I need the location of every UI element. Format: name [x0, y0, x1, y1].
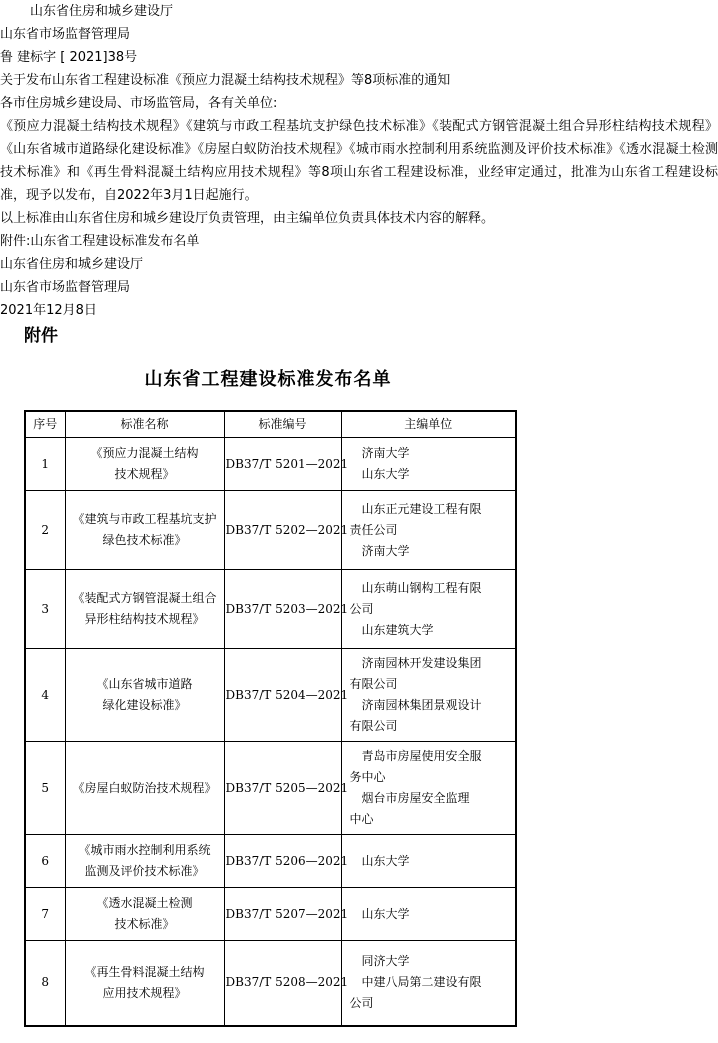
table-row: [25, 835, 516, 888]
issuer-line-2: 山东省市场监督管理局: [0, 27, 131, 42]
standard-name-line: 技术规程》: [114, 467, 175, 481]
standard-code: DB37/T 5207—2021: [224, 888, 341, 941]
standard-name-line: 《山东省城市道路: [96, 677, 193, 691]
standard-name-line: 监测及评价技术标准》: [84, 864, 205, 878]
standard-name-line: 《房屋白蚁防治技术规程》: [72, 780, 217, 795]
organization-name-line: 责任公司: [349, 522, 398, 537]
standard-name-line: 异形柱结构技术规程》: [84, 612, 205, 626]
table-row: [25, 438, 516, 491]
organization-name-line: 公司: [349, 996, 374, 1011]
organization-name-line: 山东大学: [361, 467, 410, 481]
signature-market-bureau: 山东省市场监督管理局: [0, 280, 131, 295]
standard-name-line: 《建筑与市政工程基坑支护: [72, 512, 217, 526]
standard-code: DB37/T 5204—2021: [224, 649, 341, 742]
organization-name-line: 济南大学: [361, 543, 410, 558]
editor-organizations: [341, 649, 516, 742]
editor-organizations: [341, 941, 516, 1026]
standard-name: [65, 941, 224, 1026]
standard-name: [65, 888, 224, 941]
column-header-code: 标准编号: [224, 411, 341, 438]
table-row: [25, 570, 516, 649]
notice-text: [0, 0, 718, 322]
standard-name-line: 绿色技术标准》: [102, 533, 187, 547]
signature-housing-dept: 山东省住房和城乡建设厅: [0, 257, 144, 272]
organization-name-line: 山东建筑大学: [361, 622, 434, 637]
row-number: 7: [25, 888, 65, 941]
row-number: 6: [25, 835, 65, 888]
organization-name-line: 山东大学: [361, 906, 410, 921]
organization-name-line: 有限公司: [349, 719, 398, 733]
table-row: [25, 649, 516, 742]
organization-name-line: 务中心: [349, 770, 386, 784]
editor-organizations: [341, 570, 516, 649]
column-header-no: 序号: [25, 411, 65, 438]
standard-code: DB37/T 5202—2021: [224, 491, 341, 570]
organization-name-line: 济南园林开发建设集团: [361, 656, 482, 670]
organization-name-line: 中建八局第二建设有限: [361, 975, 482, 990]
organization-name-line: 同济大学: [361, 954, 410, 969]
table-row: [25, 888, 516, 941]
notice-subject: 关于发布山东省工程建设标准《预应力混凝土结构技术规程》等8项标准的通知: [0, 73, 451, 88]
standard-name-line: 技术标准》: [114, 917, 175, 931]
standard-code: DB37/T 5206—2021: [224, 835, 341, 888]
table-body: [25, 438, 516, 1026]
management-paragraph: 以上标准由山东省住房和城乡建设厅负责管理，由主编单位负责具体技术内容的解释。: [0, 211, 495, 226]
row-number: 8: [25, 941, 65, 1026]
editor-organizations: [341, 742, 516, 835]
organization-name-line: 有限公司: [349, 677, 398, 691]
column-header-name: 标准名称: [65, 411, 224, 438]
standard-name: [65, 835, 224, 888]
editor-organizations: [341, 888, 516, 941]
attachment-note: 附件:山东省工程建设标准发布名单: [0, 234, 200, 249]
standard-name: [65, 570, 224, 649]
organization-name-line: 山东大学: [361, 853, 410, 868]
attachment-heading: 附件: [24, 326, 58, 346]
standard-code: DB37/T 5205—2021: [224, 742, 341, 835]
standard-name-line: 《预应力混凝土结构: [90, 446, 199, 460]
editor-organizations: [341, 835, 516, 888]
notice-body: 《预应力混凝土结构技术规程》《建筑与市政工程基坑支护绿色技术标准》《装配式方钢管混凝土组合异形柱结构技术规程》《山东省城市道路绿化建设标准》《房屋白蚁防治技术规程》《城市雨水控制利用系统监测及评价技术标准》《透水混凝土检测技术标准》和《再生骨料混凝土结构应用技术规程》等8项山东省工程建设标准，业经审定通过，批准为山东省工程建设标准，现予以发布，自2022年3月1日起施行。: [0, 119, 718, 203]
organization-name-line: 山东萌山钢构工程有限: [361, 580, 482, 595]
standard-name: [65, 649, 224, 742]
standard-name: [65, 491, 224, 570]
standard-name-line: 《透水混凝土检测: [96, 896, 193, 910]
row-number: 4: [25, 649, 65, 742]
editor-organizations: [341, 438, 516, 491]
table-header-row: [25, 411, 516, 438]
standard-name-line: 应用技术规程》: [102, 985, 187, 1000]
table-row: [25, 742, 516, 835]
organization-name-line: 烟台市房屋安全监理: [361, 791, 470, 805]
organization-name-line: 青岛市房屋使用安全服: [361, 749, 482, 763]
organization-name-line: 济南园林集团景观设计: [361, 698, 482, 712]
organization-name-line: 公司: [349, 601, 374, 616]
attachment-title: 山东省工程建设标准发布名单: [144, 369, 392, 390]
document-number: 鲁 建标字 [ 2021]38号: [0, 50, 138, 65]
organization-name-line: 中心: [349, 812, 374, 826]
row-number: 5: [25, 742, 65, 835]
row-number: 3: [25, 570, 65, 649]
standard-name: [65, 742, 224, 835]
editor-organizations: [341, 491, 516, 570]
table-row: [25, 941, 516, 1026]
row-number: 2: [25, 491, 65, 570]
standard-code: DB37/T 5201—2021: [224, 438, 341, 491]
standards-table: [24, 410, 517, 1027]
column-header-org: 主编单位: [341, 411, 516, 438]
organization-name-line: 济南大学: [361, 446, 410, 460]
organization-name-line: 山东正元建设工程有限: [361, 501, 482, 516]
notice-recipients: 各市住房城乡建设局、市场监管局，各有关单位:: [0, 96, 278, 111]
table-row: [25, 491, 516, 570]
issuer-line-1: 山东省住房和城乡建设厅: [30, 4, 174, 19]
standard-name-line: 《城市雨水控制利用系统: [78, 843, 211, 857]
standard-code: DB37/T 5208—2021: [224, 941, 341, 1026]
standard-name: [65, 438, 224, 491]
standard-code: DB37/T 5203—2021: [224, 570, 341, 649]
standard-name-line: 《再生骨料混凝土结构: [84, 964, 205, 979]
row-number: 1: [25, 438, 65, 491]
standard-name-line: 绿化建设标准》: [102, 698, 187, 712]
standard-name-line: 《装配式方钢管混凝土组合: [72, 591, 217, 605]
notice-date: 2021年12月8日: [0, 303, 97, 318]
